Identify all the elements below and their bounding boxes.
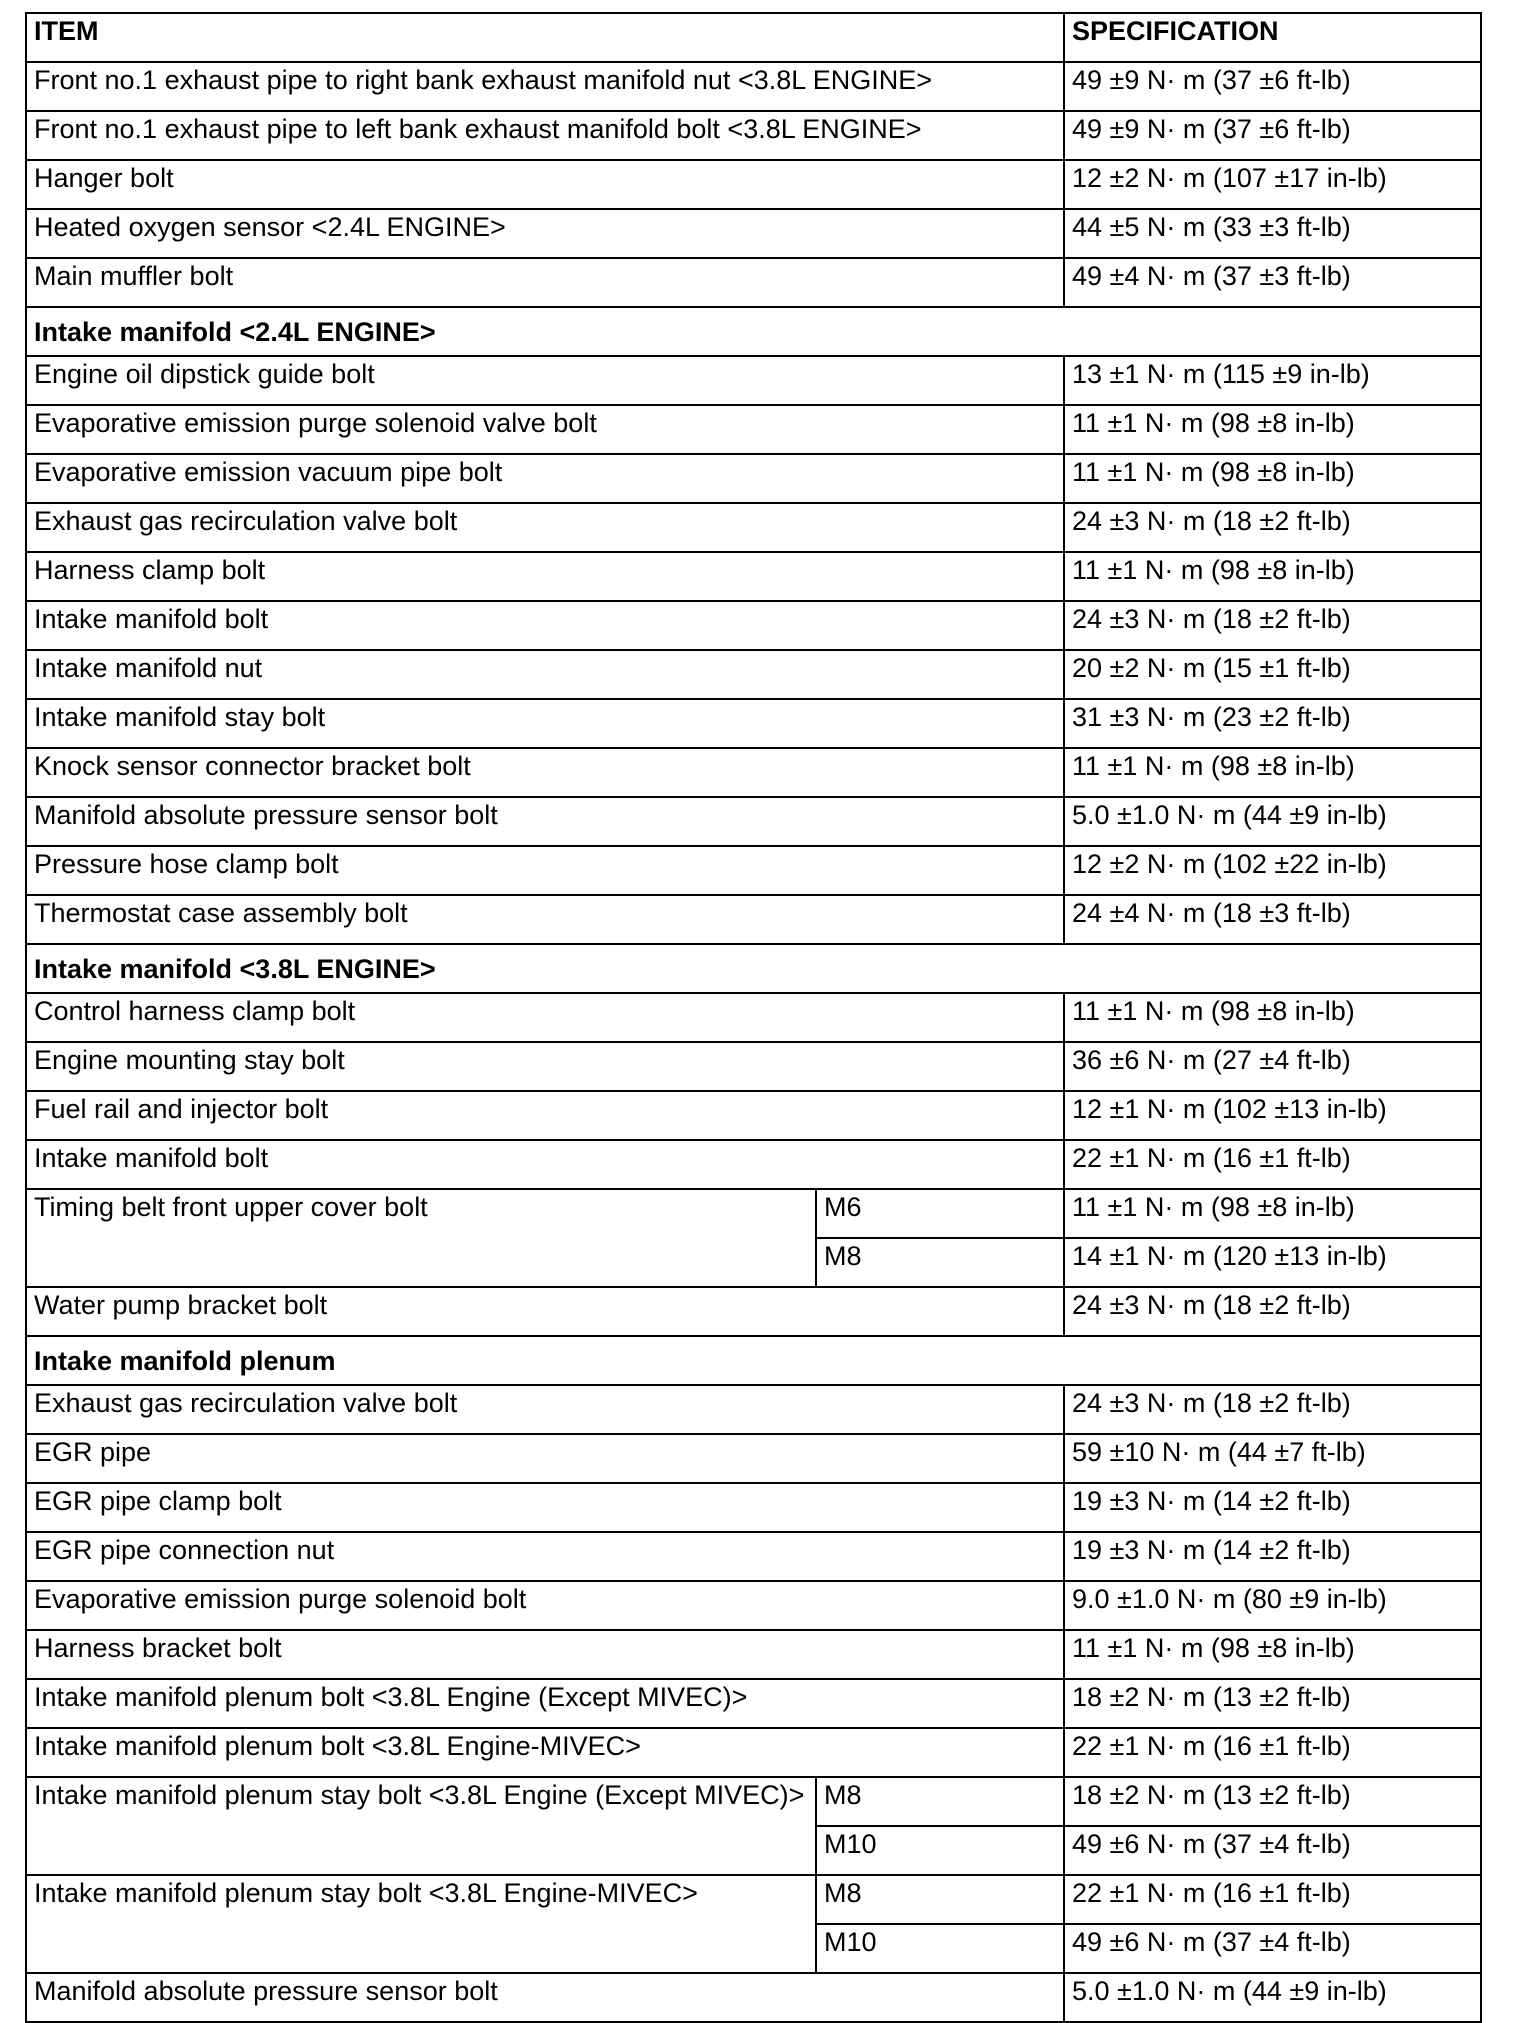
spec-cell: 11 ±1 N· m (98 ±8 in-lb): [1064, 454, 1481, 503]
table-row: [26, 993, 1481, 1042]
table-row: [26, 209, 1481, 258]
spec-cell: 18 ±2 N· m (13 ±2 ft-lb): [1064, 1777, 1481, 1826]
spec-cell: 49 ±6 N· m (37 ±4 ft-lb): [1064, 1924, 1481, 1973]
spec-cell: 9.0 ±1.0 N· m (80 ±9 in-lb): [1064, 1581, 1481, 1630]
table-row: [26, 1581, 1481, 1630]
item-cell: Hanger bolt: [26, 160, 1064, 209]
item-cell: Main muffler bolt: [26, 258, 1064, 307]
spec-cell: 49 ±6 N· m (37 ±4 ft-lb): [1064, 1826, 1481, 1875]
spec-cell: 49 ±4 N· m (37 ±3 ft-lb): [1064, 258, 1481, 307]
item-cell: Front no.1 exhaust pipe to right bank exhaust manifold nut <3.8L ENGINE>: [26, 62, 1064, 111]
spec-cell: 22 ±1 N· m (16 ±1 ft-lb): [1064, 1728, 1481, 1777]
spec-cell: 24 ±3 N· m (18 ±2 ft-lb): [1064, 601, 1481, 650]
spec-cell: 18 ±2 N· m (13 ±2 ft-lb): [1064, 1679, 1481, 1728]
item-cell: Evaporative emission purge solenoid valve bolt: [26, 405, 1064, 454]
item-cell: Exhaust gas recirculation valve bolt: [26, 503, 1064, 552]
table-row: [26, 258, 1481, 307]
table-row: [26, 846, 1481, 895]
item-cell: Timing belt front upper cover bolt: [26, 1189, 816, 1287]
table-row: [26, 601, 1481, 650]
table-row: [26, 1287, 1481, 1336]
item-cell: Pressure hose clamp bolt: [26, 846, 1064, 895]
item-cell: Intake manifold bolt: [26, 601, 1064, 650]
spec-cell: 49 ±9 N· m (37 ±6 ft-lb): [1064, 62, 1481, 111]
table-row: [26, 895, 1481, 944]
item-cell: Intake manifold bolt: [26, 1140, 1064, 1189]
item-cell: Front no.1 exhaust pipe to left bank exhaust manifold bolt <3.8L ENGINE>: [26, 111, 1064, 160]
item-cell: EGR pipe: [26, 1434, 1064, 1483]
spec-cell: 36 ±6 N· m (27 ±4 ft-lb): [1064, 1042, 1481, 1091]
size-cell: M8: [816, 1777, 1064, 1826]
table-row: [26, 552, 1481, 601]
spec-cell: 24 ±3 N· m (18 ±2 ft-lb): [1064, 503, 1481, 552]
table-row: [26, 160, 1481, 209]
spec-cell: 5.0 ±1.0 N· m (44 ±9 in-lb): [1064, 1973, 1481, 2022]
section-row: [26, 307, 1481, 356]
table-row: [26, 1189, 1481, 1238]
table-row: [26, 650, 1481, 699]
spec-cell: 19 ±3 N· m (14 ±2 ft-lb): [1064, 1532, 1481, 1581]
spec-cell: 19 ±3 N· m (14 ±2 ft-lb): [1064, 1483, 1481, 1532]
item-cell: Knock sensor connector bracket bolt: [26, 748, 1064, 797]
table-row: [26, 62, 1481, 111]
section-title: Intake manifold plenum: [26, 1336, 1481, 1385]
torque-spec-table: [25, 12, 1482, 2023]
item-cell: Fuel rail and injector bolt: [26, 1091, 1064, 1140]
item-cell: Intake manifold plenum bolt <3.8L Engine (Except MIVEC)>: [26, 1679, 1064, 1728]
spec-cell: 24 ±3 N· m (18 ±2 ft-lb): [1064, 1385, 1481, 1434]
spec-cell: 11 ±1 N· m (98 ±8 in-lb): [1064, 1630, 1481, 1679]
spec-cell: 11 ±1 N· m (98 ±8 in-lb): [1064, 748, 1481, 797]
item-cell: Harness bracket bolt: [26, 1630, 1064, 1679]
item-cell: Heated oxygen sensor <2.4L ENGINE>: [26, 209, 1064, 258]
table-row: [26, 1434, 1481, 1483]
spec-cell: 12 ±2 N· m (102 ±22 in-lb): [1064, 846, 1481, 895]
table-row: [26, 503, 1481, 552]
header-row: [26, 13, 1481, 62]
spec-cell: 22 ±1 N· m (16 ±1 ft-lb): [1064, 1140, 1481, 1189]
item-cell: Engine oil dipstick guide bolt: [26, 356, 1064, 405]
spec-cell: 24 ±3 N· m (18 ±2 ft-lb): [1064, 1287, 1481, 1336]
spec-cell: 44 ±5 N· m (33 ±3 ft-lb): [1064, 209, 1481, 258]
item-cell: Intake manifold nut: [26, 650, 1064, 699]
item-cell: Harness clamp bolt: [26, 552, 1064, 601]
spec-cell: 14 ±1 N· m (120 ±13 in-lb): [1064, 1238, 1481, 1287]
section-row: [26, 1336, 1481, 1385]
item-cell: EGR pipe connection nut: [26, 1532, 1064, 1581]
spec-cell: 22 ±1 N· m (16 ±1 ft-lb): [1064, 1875, 1481, 1924]
table-row: [26, 1385, 1481, 1434]
table-row: [26, 356, 1481, 405]
item-cell: Intake manifold stay bolt: [26, 699, 1064, 748]
spec-cell: 5.0 ±1.0 N· m (44 ±9 in-lb): [1064, 797, 1481, 846]
header-item: ITEM: [26, 13, 1064, 62]
section-title: Intake manifold <2.4L ENGINE>: [26, 307, 1481, 356]
size-cell: M6: [816, 1189, 1064, 1238]
item-cell: Water pump bracket bolt: [26, 1287, 1064, 1336]
section-title: Intake manifold <3.8L ENGINE>: [26, 944, 1481, 993]
table-row: [26, 797, 1481, 846]
spec-cell: 49 ±9 N· m (37 ±6 ft-lb): [1064, 111, 1481, 160]
header-specification: SPECIFICATION: [1064, 13, 1481, 62]
size-cell: M10: [816, 1826, 1064, 1875]
spec-cell: 59 ±10 N· m (44 ±7 ft-lb): [1064, 1434, 1481, 1483]
table-row: [26, 405, 1481, 454]
table-body: [26, 62, 1481, 2022]
table-row: [26, 454, 1481, 503]
spec-cell: 12 ±2 N· m (107 ±17 in-lb): [1064, 160, 1481, 209]
table-row: [26, 748, 1481, 797]
item-cell: Control harness clamp bolt: [26, 993, 1064, 1042]
table-row: [26, 1042, 1481, 1091]
item-cell: Engine mounting stay bolt: [26, 1042, 1064, 1091]
size-cell: M10: [816, 1924, 1064, 1973]
item-cell: EGR pipe clamp bolt: [26, 1483, 1064, 1532]
table-row: [26, 1532, 1481, 1581]
spec-cell: 31 ±3 N· m (23 ±2 ft-lb): [1064, 699, 1481, 748]
table-row: [26, 111, 1481, 160]
table-row: [26, 1091, 1481, 1140]
spec-cell: 11 ±1 N· m (98 ±8 in-lb): [1064, 993, 1481, 1042]
table-row: [26, 1875, 1481, 1924]
spec-cell: 13 ±1 N· m (115 ±9 in-lb): [1064, 356, 1481, 405]
size-cell: M8: [816, 1238, 1064, 1287]
item-cell: Thermostat case assembly bolt: [26, 895, 1064, 944]
item-cell: Intake manifold plenum stay bolt <3.8L Engine-MIVEC>: [26, 1875, 816, 1973]
table-row: [26, 699, 1481, 748]
spec-cell: 11 ±1 N· m (98 ±8 in-lb): [1064, 552, 1481, 601]
item-cell: Exhaust gas recirculation valve bolt: [26, 1385, 1064, 1434]
item-cell: Evaporative emission purge solenoid bolt: [26, 1581, 1064, 1630]
item-cell: Intake manifold plenum bolt <3.8L Engine-MIVEC>: [26, 1728, 1064, 1777]
table-row: [26, 1140, 1481, 1189]
table-row: [26, 1630, 1481, 1679]
spec-cell: 20 ±2 N· m (15 ±1 ft-lb): [1064, 650, 1481, 699]
item-cell: Intake manifold plenum stay bolt <3.8L Engine (Except MIVEC)>: [26, 1777, 816, 1875]
table-row: [26, 1777, 1481, 1826]
table-row: [26, 1728, 1481, 1777]
table-row: [26, 1679, 1481, 1728]
item-cell: Evaporative emission vacuum pipe bolt: [26, 454, 1064, 503]
item-cell: Manifold absolute pressure sensor bolt: [26, 797, 1064, 846]
spec-cell: 12 ±1 N· m (102 ±13 in-lb): [1064, 1091, 1481, 1140]
section-row: [26, 944, 1481, 993]
spec-cell: 11 ±1 N· m (98 ±8 in-lb): [1064, 405, 1481, 454]
spec-cell: 24 ±4 N· m (18 ±3 ft-lb): [1064, 895, 1481, 944]
size-cell: M8: [816, 1875, 1064, 1924]
spec-cell: 11 ±1 N· m (98 ±8 in-lb): [1064, 1189, 1481, 1238]
table-row: [26, 1483, 1481, 1532]
item-cell: Manifold absolute pressure sensor bolt: [26, 1973, 1064, 2022]
table-row: [26, 1973, 1481, 2022]
